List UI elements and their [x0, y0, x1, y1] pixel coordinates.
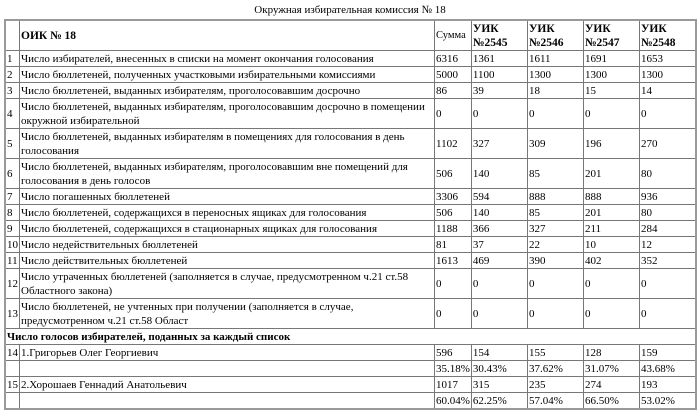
row-value: 80 — [639, 159, 696, 189]
table-row — [5, 361, 696, 377]
row-value: 0 — [527, 269, 583, 299]
row-value: 594 — [471, 189, 527, 205]
row-label: Число бюллетеней, выданных избирателям в помещениях для голосования в день голосования — [20, 129, 435, 159]
row-value: 506 — [435, 159, 472, 189]
row-value: 1188 — [435, 221, 472, 237]
vote-count: 155 — [527, 345, 583, 361]
row-value: 0 — [583, 269, 639, 299]
row-number: 6 — [5, 159, 20, 189]
row-label: Число избирателей, внесенных в списки на момент окончания голосования — [20, 51, 435, 67]
row-label — [20, 393, 435, 410]
row-value: 1102 — [435, 129, 472, 159]
row-value: 0 — [435, 269, 472, 299]
vote-percent: 43.68% — [639, 361, 696, 377]
vote-percent: 62.25% — [471, 393, 527, 410]
row-value: 211 — [583, 221, 639, 237]
row-number: 12 — [5, 269, 20, 299]
header-row — [5, 20, 696, 51]
row-value: 22 — [527, 237, 583, 253]
vote-percent: 66.50% — [583, 393, 639, 410]
row-value: 469 — [471, 253, 527, 269]
vote-count: 315 — [471, 377, 527, 393]
row-value: 327 — [527, 221, 583, 237]
vote-count: 128 — [583, 345, 639, 361]
row-value: 0 — [527, 299, 583, 329]
row-value: 1300 — [639, 67, 696, 83]
row-value: 0 — [435, 99, 472, 129]
row-number: 13 — [5, 299, 20, 329]
row-value: 327 — [471, 129, 527, 159]
header-sum: Сумма — [435, 20, 472, 51]
candidate-name: 1.Григорьев Олег Георгиевич — [20, 345, 435, 361]
row-number: 8 — [5, 205, 20, 221]
table-row — [5, 51, 696, 67]
header-uik: УИК №2547 — [583, 20, 639, 51]
row-value: 14 — [639, 83, 696, 99]
table-row — [5, 345, 696, 361]
header-title: ОИК № 18 — [20, 20, 435, 51]
row-value: 3306 — [435, 189, 472, 205]
row-value: 10 — [583, 237, 639, 253]
row-value: 1613 — [435, 253, 472, 269]
row-label: Число недействительных бюллетеней — [20, 237, 435, 253]
row-value: 140 — [471, 159, 527, 189]
row-number: 5 — [5, 129, 20, 159]
row-value: 18 — [527, 83, 583, 99]
row-value: 140 — [471, 205, 527, 221]
row-value: 201 — [583, 205, 639, 221]
row-label: Число бюллетеней, полученных участковыми избирательными комиссиями — [20, 67, 435, 83]
vote-count: 159 — [639, 345, 696, 361]
table-row — [5, 299, 696, 329]
vote-count: 154 — [471, 345, 527, 361]
row-value: 1300 — [527, 67, 583, 83]
row-value: 196 — [583, 129, 639, 159]
table-row — [5, 377, 696, 393]
vote-percent: 30.43% — [471, 361, 527, 377]
row-value: 0 — [471, 269, 527, 299]
vote-percent: 31.07% — [583, 361, 639, 377]
row-number: 7 — [5, 189, 20, 205]
row-value: 5000 — [435, 67, 472, 83]
section-row — [5, 329, 696, 345]
row-value: 0 — [639, 269, 696, 299]
vote-count: 235 — [527, 377, 583, 393]
table-row — [5, 83, 696, 99]
table-row — [5, 67, 696, 83]
row-value: 888 — [527, 189, 583, 205]
row-value: 0 — [583, 99, 639, 129]
row-value: 936 — [639, 189, 696, 205]
row-value: 1611 — [527, 51, 583, 67]
results-table — [4, 19, 697, 410]
row-value: 352 — [639, 253, 696, 269]
vote-percent: 37.62% — [527, 361, 583, 377]
header-uik: УИК №2545 — [471, 20, 527, 51]
row-label: Число бюллетеней, выданных избирателям, проголосовавшим вне помещений для голосования в день голосов — [20, 159, 435, 189]
row-number — [5, 393, 20, 410]
header-uik: УИК №2546 — [527, 20, 583, 51]
row-label: Число утраченных бюллетеней (заполняется в случае, предусмотренном ч.21 ст.58 Областного закона) — [20, 269, 435, 299]
row-number: 3 — [5, 83, 20, 99]
row-label — [20, 361, 435, 377]
table-row — [5, 159, 696, 189]
row-value: 0 — [639, 99, 696, 129]
row-value: 402 — [583, 253, 639, 269]
row-value: 0 — [471, 299, 527, 329]
row-value: 366 — [471, 221, 527, 237]
row-value: 1361 — [471, 51, 527, 67]
row-number: 10 — [7, 238, 18, 251]
vote-count: 1017 — [435, 377, 472, 393]
row-value: 270 — [639, 129, 696, 159]
row-value: 0 — [471, 99, 527, 129]
row-value: 80 — [639, 205, 696, 221]
row-value: 309 — [527, 129, 583, 159]
row-label: Число погашенных бюллетеней — [20, 189, 435, 205]
row-label: Число действительных бюллетеней — [20, 253, 435, 269]
row-value: 888 — [583, 189, 639, 205]
row-value: 0 — [583, 299, 639, 329]
table-caption: Окружная избирательная комиссия № 18 — [254, 4, 446, 16]
table-row — [5, 269, 696, 299]
row-value: 12 — [639, 237, 696, 253]
table-row — [5, 205, 696, 221]
row-value: 15 — [583, 83, 639, 99]
row-value: 1300 — [583, 67, 639, 83]
row-number: 1 — [5, 51, 20, 67]
row-value: 85 — [527, 159, 583, 189]
vote-percent: 57.04% — [527, 393, 583, 410]
row-value: 37 — [471, 237, 527, 253]
vote-count: 596 — [435, 345, 472, 361]
header-num — [5, 20, 20, 51]
table-row — [5, 189, 696, 205]
table-row — [5, 253, 696, 269]
table-row — [5, 129, 696, 159]
row-number: 15 — [7, 378, 18, 391]
vote-percent: 53.02% — [639, 393, 696, 410]
row-value: 1691 — [583, 51, 639, 67]
table-row — [5, 99, 696, 129]
header-uik: УИК №2548 — [639, 20, 696, 51]
row-value: 390 — [527, 253, 583, 269]
row-number: 11 — [7, 254, 18, 267]
table-row — [5, 393, 696, 410]
row-label: Число бюллетеней, содержащихся в стационарных ящиках для голосования — [20, 221, 435, 237]
candidate-name: 2.Хорошаев Геннадий Анатольевич — [20, 377, 435, 393]
row-value: 0 — [435, 299, 472, 329]
row-value: 39 — [471, 83, 527, 99]
row-value: 81 — [435, 237, 472, 253]
row-value: 0 — [527, 99, 583, 129]
row-value: 6316 — [435, 51, 472, 67]
row-value: 85 — [527, 205, 583, 221]
vote-percent: 60.04% — [435, 393, 472, 410]
row-number: 14 — [7, 346, 18, 359]
table-row — [5, 237, 696, 253]
row-value: 1100 — [471, 67, 527, 83]
row-value: 506 — [435, 205, 472, 221]
row-label: Число бюллетеней, выданных избирателям, проголосовавшим досрочно — [20, 83, 435, 99]
table-row — [5, 221, 696, 237]
row-value: 86 — [435, 83, 472, 99]
row-value: 284 — [639, 221, 696, 237]
row-label: Число бюллетеней, не учтенных при получении (заполняется в случае, предусмотренном ч.21 ст.58 Област — [20, 299, 435, 329]
vote-count: 274 — [583, 377, 639, 393]
vote-count: 193 — [639, 377, 696, 393]
row-number: 2 — [5, 67, 20, 83]
row-value: 201 — [583, 159, 639, 189]
vote-percent: 35.18% — [436, 362, 470, 375]
row-label: Число бюллетеней, выданных избирателям, проголосовавшим досрочно в помещении окружной избирательной — [20, 99, 435, 129]
row-value: 0 — [639, 299, 696, 329]
section-title: Число голосов избирателей, поданных за каждый список — [5, 329, 696, 345]
row-number — [5, 361, 20, 377]
row-number: 4 — [5, 99, 20, 129]
row-value: 1653 — [639, 51, 696, 67]
row-label: Число бюллетеней, содержащихся в переносных ящиках для голосования — [20, 205, 435, 221]
row-number: 9 — [5, 221, 20, 237]
